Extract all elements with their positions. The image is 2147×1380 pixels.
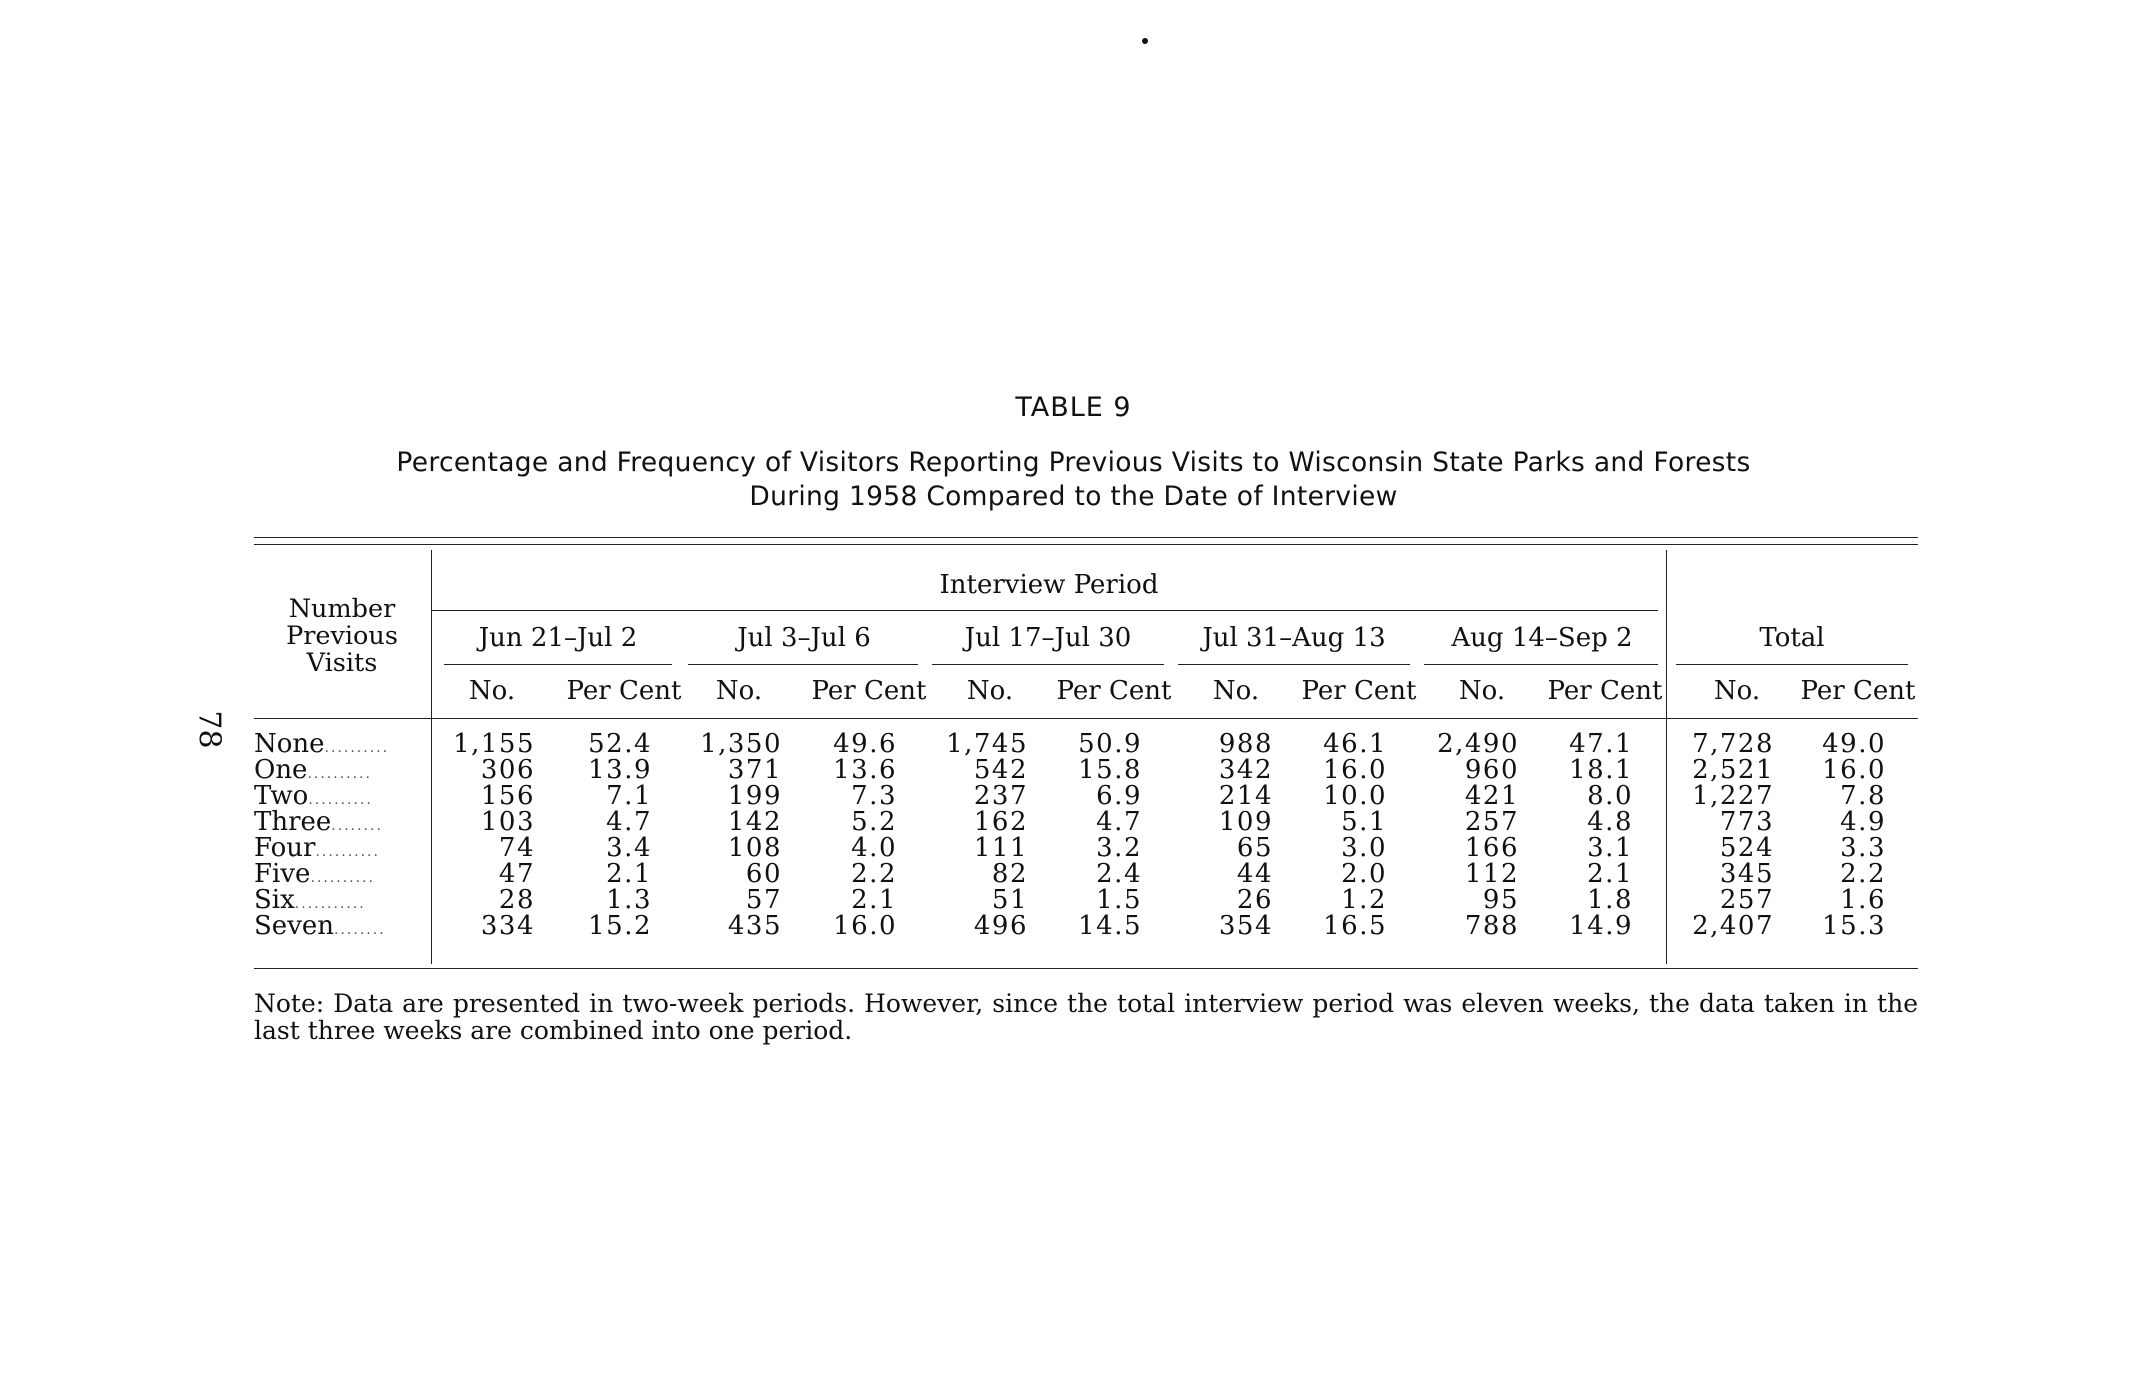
stub-header-line-3: Visits — [306, 648, 378, 678]
table-cell: 52.4 — [588, 729, 652, 759]
total-header: Total — [1759, 623, 1825, 653]
period-header-2: Jul 3–Jul 6 — [737, 623, 871, 653]
row-label: Five.......... — [254, 859, 375, 889]
table-cell: 496 — [973, 911, 1028, 941]
table-cell: 112 — [1464, 859, 1519, 889]
scan-dot-mark — [1142, 38, 1148, 44]
subheader-no-1: No. — [468, 676, 516, 706]
table-cell: 257 — [1464, 807, 1519, 837]
table-cell: 49.0 — [1822, 729, 1886, 759]
table-cell: 46.1 — [1323, 729, 1387, 759]
table-cell: 13.6 — [833, 755, 897, 785]
row-label: None.......... — [254, 729, 390, 759]
table-cell: 6.9 — [1096, 781, 1142, 811]
table-cell: 57 — [745, 885, 782, 915]
table-cell: 2.1 — [851, 885, 897, 915]
stub-header-line-1: Number — [288, 594, 396, 624]
period-header-5: Aug 14–Sep 2 — [1451, 623, 1633, 653]
table-cell: 3.4 — [606, 833, 652, 863]
table-cell: 44 — [1236, 859, 1273, 889]
subheader-percent-5: Per Cent — [1547, 676, 1663, 706]
table-cell: 2.1 — [606, 859, 652, 889]
subheader-percent-4: Per Cent — [1301, 676, 1417, 706]
table-cell: 111 — [973, 833, 1028, 863]
table-cell: 16.0 — [833, 911, 897, 941]
period-rule-1 — [444, 664, 672, 665]
row-label: One.......... — [254, 755, 372, 785]
table-cell: 15.3 — [1822, 911, 1886, 941]
table-cell: 2,490 — [1437, 729, 1519, 759]
top-rule-1 — [254, 537, 1918, 538]
top-rule-2 — [254, 544, 1918, 545]
table-cell: 1,745 — [946, 729, 1028, 759]
interview-period-rule — [432, 610, 1658, 611]
table-cell: 8.0 — [1587, 781, 1633, 811]
dot-leader: ........ — [331, 818, 383, 834]
table-title — [0, 446, 2147, 514]
interview-period-header: Interview Period — [939, 570, 1159, 600]
table-cell: 3.1 — [1587, 833, 1633, 863]
table-cell: 10.0 — [1323, 781, 1387, 811]
table-cell: 18.1 — [1569, 755, 1633, 785]
table-cell: 421 — [1464, 781, 1519, 811]
table-cell: 4.9 — [1840, 807, 1886, 837]
table-cell: 4.0 — [851, 833, 897, 863]
table-cell: 2.0 — [1341, 859, 1387, 889]
dot-leader: .......... — [315, 844, 380, 860]
table-cell: 50.9 — [1078, 729, 1142, 759]
table-cell: 28 — [498, 885, 535, 915]
table-cell: 4.7 — [606, 807, 652, 837]
table-cell: 95 — [1482, 885, 1519, 915]
header-bottom-rule — [254, 718, 1918, 719]
subheader-no-3: No. — [966, 676, 1014, 706]
table-cell: 14.5 — [1078, 911, 1142, 941]
row-label: Three........ — [254, 807, 383, 837]
table-cell: 371 — [727, 755, 782, 785]
table-bottom-rule — [254, 968, 1918, 969]
period-header-3: Jul 17–Jul 30 — [964, 623, 1132, 653]
row-label: Two.......... — [254, 781, 373, 811]
subheader-no-total: No. — [1713, 676, 1761, 706]
period-header-4: Jul 31–Aug 13 — [1202, 623, 1386, 653]
table-cell: 3.2 — [1096, 833, 1142, 863]
period-header-1: Jun 21–Jul 2 — [478, 623, 638, 653]
table-cell: 7,728 — [1692, 729, 1774, 759]
table-cell: 1,227 — [1692, 781, 1774, 811]
table-title-line-1: Percentage and Frequency of Visitors Reporting Previous Visits to Wisconsin State Parks and Forests — [396, 447, 1751, 478]
table-cell: 435 — [727, 911, 782, 941]
table-note: Note: Data are presented in two-week periods. However, since the total interview period was eleven weeks, the data taken in the last three weeks are combined into one period. — [254, 989, 1918, 1045]
row-label: Seven........ — [254, 911, 386, 941]
table-cell: 1,155 — [453, 729, 535, 759]
total-rule — [1676, 664, 1908, 665]
table-cell: 7.1 — [606, 781, 652, 811]
dot-leader: .......... — [324, 740, 390, 756]
table-cell: 47 — [498, 859, 535, 889]
table-cell: 2.4 — [1096, 859, 1142, 889]
table-cell: 4.7 — [1096, 807, 1142, 837]
page-number: 78 — [191, 710, 227, 749]
table-cell: 142 — [727, 807, 782, 837]
table-cell: 16.0 — [1822, 755, 1886, 785]
table-cell: 4.8 — [1587, 807, 1633, 837]
table-cell: 345 — [1719, 859, 1774, 889]
table-cell: 74 — [498, 833, 535, 863]
table-cell: 773 — [1719, 807, 1774, 837]
table-cell: 49.6 — [833, 729, 897, 759]
table-cell: 3.0 — [1341, 833, 1387, 863]
table-cell: 2,521 — [1692, 755, 1774, 785]
table-cell: 15.2 — [588, 911, 652, 941]
row-label: Six........... — [254, 885, 366, 915]
table-cell: 257 — [1719, 885, 1774, 915]
period-rule-4 — [1178, 664, 1410, 665]
table-cell: 334 — [480, 911, 535, 941]
subheader-percent-total: Per Cent — [1800, 676, 1916, 706]
table-cell: 1.3 — [606, 885, 652, 915]
table-cell: 14.9 — [1569, 911, 1633, 941]
subheader-no-5: No. — [1458, 676, 1506, 706]
table-cell: 1,350 — [700, 729, 782, 759]
subheader-percent-1: Per Cent — [566, 676, 682, 706]
table-cell: 2.2 — [1840, 859, 1886, 889]
period-rule-2 — [688, 664, 918, 665]
table-cell: 26 — [1236, 885, 1273, 915]
table-cell: 65 — [1236, 833, 1273, 863]
table-cell: 16.5 — [1323, 911, 1387, 941]
table-cell: 5.2 — [851, 807, 897, 837]
subheader-no-4: No. — [1212, 676, 1260, 706]
table-cell: 13.9 — [588, 755, 652, 785]
table-cell: 82 — [991, 859, 1028, 889]
table-cell: 156 — [480, 781, 535, 811]
table-cell: 1.6 — [1840, 885, 1886, 915]
table-cell: 2.2 — [851, 859, 897, 889]
table-cell: 15.8 — [1078, 755, 1142, 785]
table-cell: 788 — [1464, 911, 1519, 941]
table-cell: 166 — [1464, 833, 1519, 863]
table-cell: 7.8 — [1840, 781, 1886, 811]
table-cell: 542 — [973, 755, 1028, 785]
table-cell: 16.0 — [1323, 755, 1387, 785]
table-cell: 237 — [973, 781, 1028, 811]
dot-leader: ........... — [294, 896, 366, 912]
table-cell: 1.2 — [1341, 885, 1387, 915]
stub-header — [254, 596, 430, 677]
table-cell: 162 — [973, 807, 1028, 837]
table-cell: 3.3 — [1840, 833, 1886, 863]
table-cell: 199 — [727, 781, 782, 811]
table-cell: 1.8 — [1587, 885, 1633, 915]
subheader-percent-3: Per Cent — [1056, 676, 1172, 706]
table-cell: 108 — [727, 833, 782, 863]
table-cell: 51 — [991, 885, 1028, 915]
period-rule-5 — [1424, 664, 1658, 665]
table-cell: 524 — [1719, 833, 1774, 863]
table-cell: 47.1 — [1569, 729, 1633, 759]
table-cell: 7.3 — [851, 781, 897, 811]
table-title-line-2: During 1958 Compared to the Date of Interview — [749, 481, 1398, 512]
subheader-percent-2: Per Cent — [811, 676, 927, 706]
table-cell: 306 — [480, 755, 535, 785]
table-cell: 60 — [745, 859, 782, 889]
table-label: TABLE 9 — [1015, 392, 1132, 423]
table-cell: 354 — [1218, 911, 1273, 941]
dot-leader: .......... — [307, 766, 372, 782]
table-cell: 988 — [1218, 729, 1273, 759]
dot-leader: .......... — [308, 792, 373, 808]
table-cell: 109 — [1218, 807, 1273, 837]
table-cell: 5.1 — [1341, 807, 1387, 837]
subheader-no-2: No. — [715, 676, 763, 706]
table-cell: 103 — [480, 807, 535, 837]
table-cell: 214 — [1218, 781, 1273, 811]
table-cell: 2,407 — [1692, 911, 1774, 941]
stub-header-line-2: Previous — [286, 621, 398, 651]
table-cell: 1.5 — [1096, 885, 1142, 915]
period-rule-3 — [932, 664, 1164, 665]
table-cell: 960 — [1464, 755, 1519, 785]
table-cell: 2.1 — [1587, 859, 1633, 889]
row-label: Four.......... — [254, 833, 380, 863]
table-cell: 342 — [1218, 755, 1273, 785]
dot-leader: ........ — [334, 922, 386, 938]
dot-leader: .......... — [310, 870, 375, 886]
